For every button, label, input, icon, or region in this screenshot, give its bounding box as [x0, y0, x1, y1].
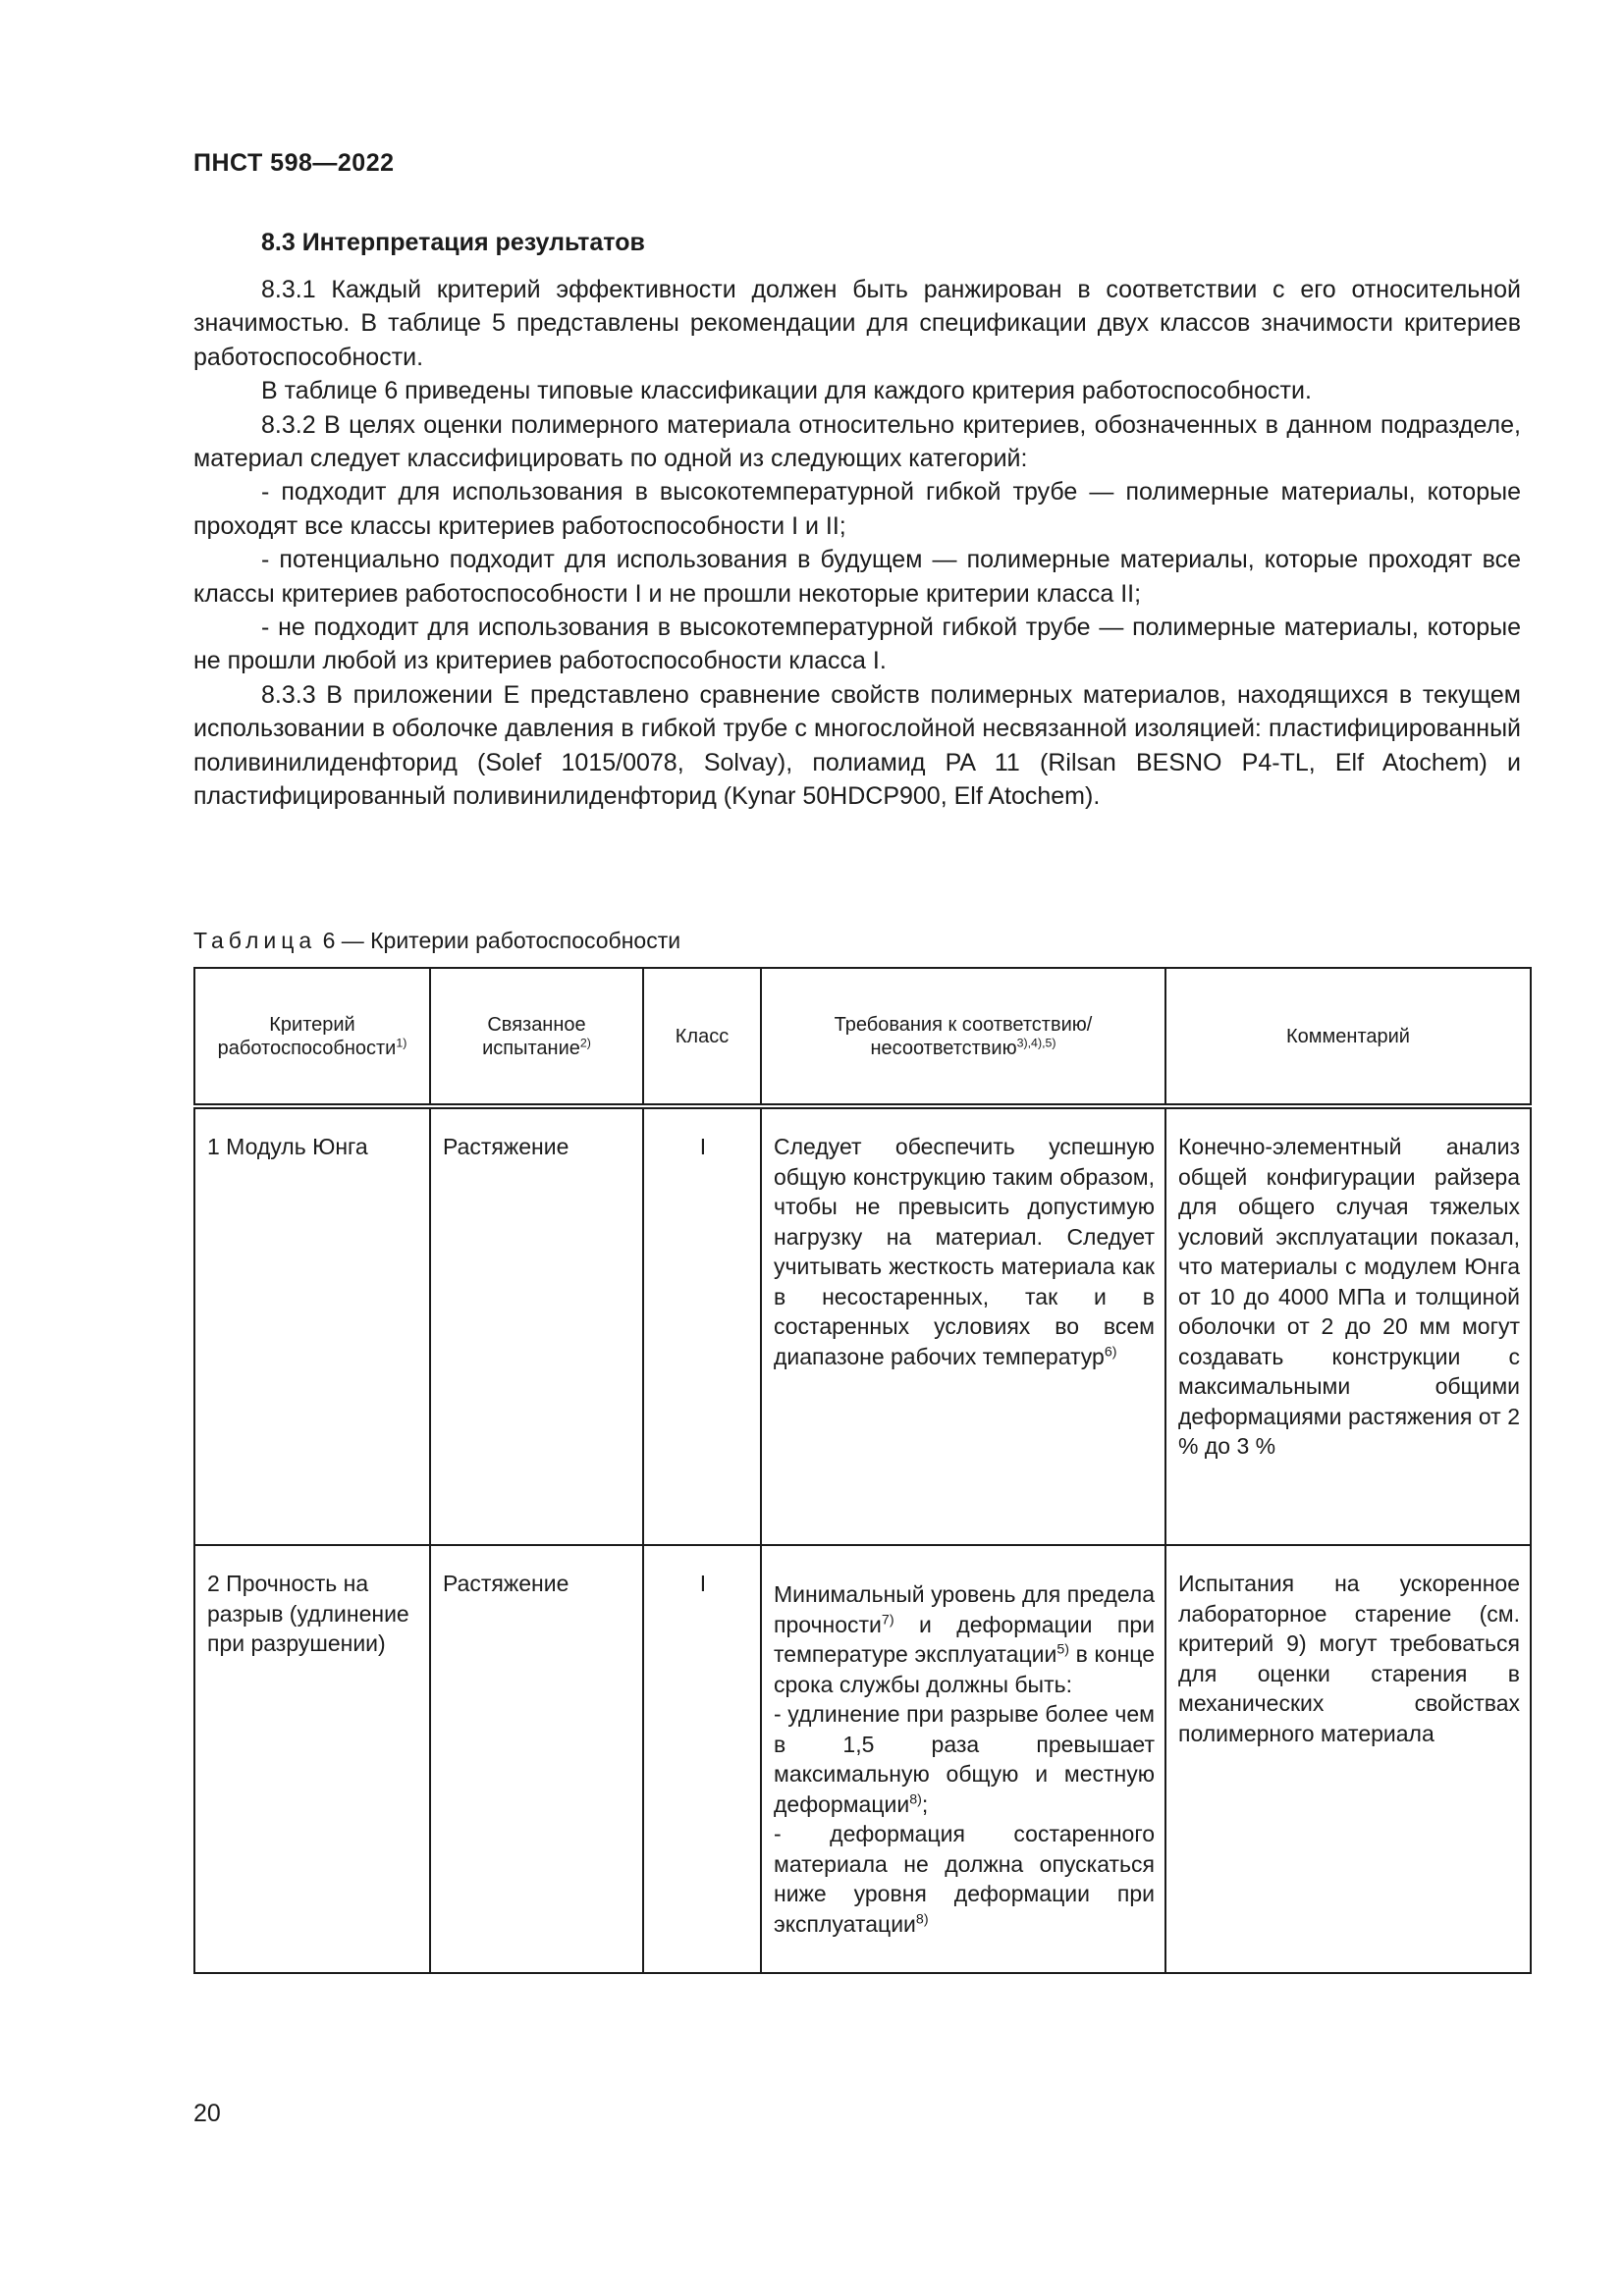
list-item-suitable: - подходит для использования в высокотемпературной гибкой трубе — полимерные материалы, которые проходят все классы критериев работоспособности I и II; — [193, 478, 1521, 540]
table-caption — [193, 928, 680, 954]
cell-comment: Конечно-элементный анализ общей конфигурации райзера для общего случая тяжелых условий эксплуатации показал, что материалы с модулем Юнга от 10 до 4000 МПа и толщиной оболочки от 2 до 20 мм могут создавать конструкции с максимальными общими деформациями растяжения от 2 % до 3 % — [1165, 1106, 1531, 1545]
table-row — [194, 1106, 1531, 1545]
document-code-header: ПНСТ 598—2022 — [193, 149, 395, 177]
header-class: Класс — [643, 968, 761, 1106]
cell-requirements: Следует обеспечить успешную общую конструкцию таким образом, чтобы не превысить допустимую нагрузку на материал. Следует учитывать жесткость материала как в несостаренных, так и в состаренных условиях во всем диапазоне рабочих температур$^{6)}$ — [761, 1106, 1165, 1545]
table-caption-word: Таблица — [193, 928, 317, 953]
table-header-row — [194, 968, 1531, 1106]
table-row — [194, 1545, 1531, 1973]
criteria-table — [193, 967, 1532, 1974]
cell-class: I — [643, 1545, 761, 1973]
paragraph-8-3-1: 8.3.1 Каждый критерий эффективности должен быть ранжирован в соответствии с его относительной значимостью. В таблице 5 представлены рекомендации для спецификации двух классов значимости критериев работоспособности. — [193, 276, 1521, 371]
section-title: 8.3 Интерпретация результатов — [261, 229, 645, 256]
cell-comment: Испытания на ускоренное лабораторное старение (см. критерий 9) могут требоваться для оценки старения в механических свойствах полимерного материала — [1165, 1545, 1531, 1973]
requirements-bullet-elongation: - удлинение при разрыве более чем в 1,5 раза превышает максимальную общую и местную деформации$^{8)}$; — [774, 1701, 1155, 1817]
cell-class: I — [643, 1106, 761, 1545]
table-caption-title: 6 — Критерии работоспособности — [322, 928, 681, 953]
paragraph-8-3-2: 8.3.2 В целях оценки полимерного материала относительно критериев, обозначенных в данном подразделе, материал следует классифицировать по одной из следующих категорий: — [193, 410, 1521, 473]
cell-related-test: Растяжение — [430, 1545, 643, 1973]
header-related-test: Связанное испытание$^{2)}$ — [430, 968, 643, 1106]
list-item-not-suitable: - не подходит для использования в высокотемпературной гибкой трубе — полимерные материалы, которые не прошли любой из критериев работоспособности класса I. — [193, 614, 1521, 675]
header-comment: Комментарий — [1165, 968, 1531, 1106]
section-body — [193, 273, 1521, 814]
page-number: 20 — [193, 2100, 221, 2127]
header-requirements: Требования к соответствию/ несоответствию$^{3),4),5)}$ — [761, 968, 1165, 1106]
requirements-intro: Минимальный уровень для предела прочности$^{7)}$ и деформации при температуре эксплуатации$^{5)}$ в конце срока службы должны быть: — [774, 1581, 1155, 1697]
header-criterion: Критерий работоспособности$^{1)}$ — [194, 968, 430, 1106]
cell-criterion: 1 Модуль Юнга — [194, 1106, 430, 1545]
cell-requirements — [761, 1545, 1165, 1973]
paragraph-8-3-3: 8.3.3 В приложении Е представлено сравнение свойств полимерных материалов, находящихся в текущем использовании в оболочке давления в гибкой трубе с многослойной несвязанной изоляцией: пластифицированный поливинилиденфторид (Solef 1015/0078, Solvay), полиамид PA 11 (Rilsan BESNO P4-TL, Elf Atochem) и пластифицированный поливинилиденфторид (Kynar 50HDCP900, Elf Atochem). — [193, 680, 1521, 811]
cell-criterion: 2 Прочность на разрыв (удлинение при разрушении) — [194, 1545, 430, 1973]
cell-related-test: Растяжение — [430, 1106, 643, 1545]
list-item-potentially-suitable: - потенциально подходит для использования в будущем — полимерные материалы, которые проходят все классы критериев работоспособности I и не прошли некоторые критерии класса II; — [193, 546, 1521, 608]
paragraph-table6-note: В таблице 6 приведены типовые классификации для каждого критерия работоспособности. — [261, 377, 1312, 405]
requirements-bullet-aged-deformation: - деформация состаренного материала не должна опускаться ниже уровня деформации при эксплуатации$^{8)}$ — [774, 1821, 1155, 1937]
